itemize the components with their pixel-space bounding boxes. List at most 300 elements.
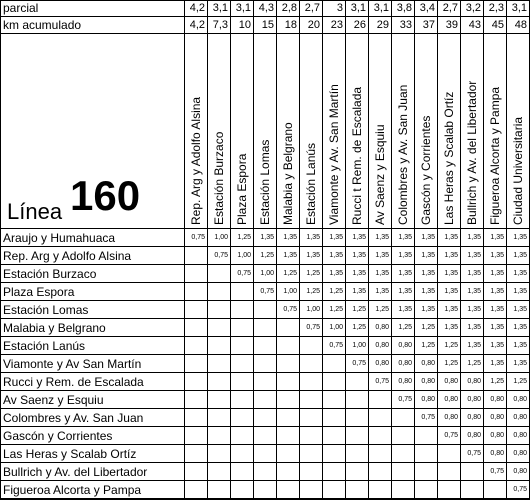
fare-cell: 0,75 [346,355,369,373]
fare-cell: 1,25 [346,319,369,337]
parcial-value: 2,3 [484,0,507,17]
fare-cell: 0,80 [438,409,461,427]
column-header [461,34,484,229]
column-header [346,34,369,229]
fare-cell: 1,35 [392,265,415,283]
parcial-value: 2,8 [277,0,300,17]
fare-cell [254,337,277,355]
fare-cell: 1,35 [392,301,415,319]
column-header [507,34,530,229]
fare-cell: 0,80 [461,427,484,445]
column-header-label: Las Heras y Scalab Ortíz [442,91,456,225]
km-value: 33 [392,17,415,34]
fare-cell: 1,25 [392,319,415,337]
km-value: 43 [461,17,484,34]
fare-cell [323,391,346,409]
fare-cell: 1,00 [300,301,323,319]
fare-cell: 0,75 [369,373,392,391]
fare-cell [346,391,369,409]
fare-cell: 1,35 [415,283,438,301]
fare-cell: 1,35 [461,229,484,247]
fare-cell: 1,25 [438,355,461,373]
fare-cell: 0,80 [484,409,507,427]
km-value: 23 [323,17,346,34]
fare-cell [277,409,300,427]
parcial-value: 2,7 [300,0,323,17]
parcial-value: 4,2 [185,0,208,17]
fare-cell [208,337,231,355]
fare-cell [346,409,369,427]
fare-cell [185,463,208,481]
fare-cell [277,373,300,391]
fare-cell: 1,00 [208,229,231,247]
fare-cell: 1,35 [461,283,484,301]
fare-cell [300,373,323,391]
column-header-label: Viamonte y Av. San Martín [327,84,341,225]
column-header-label: Rep. Arg y Adolfo Alsina [189,96,203,225]
fare-cell: 0,80 [438,391,461,409]
fare-cell: 1,35 [346,265,369,283]
fare-cell [346,445,369,463]
fare-cell [300,409,323,427]
fare-cell: 1,35 [438,247,461,265]
fare-cell: 1,25 [346,301,369,319]
fare-cell: 0,75 [415,409,438,427]
fare-cell: 1,35 [277,247,300,265]
fare-cell: 1,35 [438,229,461,247]
fare-cell [438,481,461,499]
fare-cell [231,373,254,391]
fare-cell [300,445,323,463]
fare-cell [369,481,392,499]
km-value: 15 [254,17,277,34]
row-label: Colombres y Av. San Juan [0,409,185,427]
fare-cell [300,427,323,445]
fare-cell [323,427,346,445]
km-label: km acumulado [0,17,185,34]
fare-cell [185,427,208,445]
row-label: Viamonte y Av San Martín [0,355,185,373]
fare-cell [254,319,277,337]
fare-cell [392,463,415,481]
fare-cell [323,463,346,481]
fare-cell: 1,35 [438,265,461,283]
fare-cell: 1,35 [346,283,369,301]
fare-cell: 1,35 [461,337,484,355]
fare-cell: 0,80 [507,463,530,481]
fare-cell: 1,35 [438,319,461,337]
fare-cell: 0,80 [507,391,530,409]
fare-cell: 0,80 [507,427,530,445]
column-header-label: Rucci t Rem. de Escalada [350,86,364,225]
fare-cell [208,265,231,283]
row-label: Gascón y Corrientes [0,427,185,445]
fare-cell: 1,35 [346,247,369,265]
fare-cell: 1,35 [484,337,507,355]
fare-cell: 1,35 [507,229,530,247]
fare-cell [277,391,300,409]
fare-cell [438,445,461,463]
parcial-value: 3,1 [208,0,231,17]
parcial-value: 3,1 [507,0,530,17]
fare-cell: 0,80 [415,391,438,409]
column-header-label: Figueroa Alcorta y Pampa [488,86,502,225]
fare-cell [392,409,415,427]
row-label: Rep. Arg y Adolfo Alsina [0,247,185,265]
row-label: Malabia y Belgrano [0,319,185,337]
column-header-label: Estación Lanús [304,142,318,225]
fare-cell [208,463,231,481]
fare-cell [208,481,231,499]
fare-cell [415,445,438,463]
column-header-label: Bullrich y Av. del Libertador [465,80,479,225]
column-header [415,34,438,229]
fare-cell [254,427,277,445]
column-header [323,34,346,229]
fare-cell: 0,75 [300,319,323,337]
column-header-label: Gascón y Corrientes [419,115,433,225]
fare-cell [185,373,208,391]
fare-cell: 1,25 [300,283,323,301]
fare-cell: 1,35 [369,247,392,265]
fare-cell: 0,75 [507,481,530,499]
fare-cell [300,355,323,373]
row-label: Av Saenz y Esquiu [0,391,185,409]
fare-cell [254,391,277,409]
fare-cell: 1,35 [484,229,507,247]
fare-cell [277,481,300,499]
fare-cell: 1,35 [438,283,461,301]
fare-cell: 0,80 [484,427,507,445]
fare-cell: 1,35 [369,265,392,283]
row-label: Rucci y Rem. de Escalada [0,373,185,391]
fare-cell [484,481,507,499]
fare-cell: 1,35 [507,355,530,373]
row-label: Plaza Espora [0,283,185,301]
fare-cell: 1,35 [392,247,415,265]
fare-cell [185,391,208,409]
fare-cell [415,463,438,481]
fare-cell [231,301,254,319]
title-block [0,34,185,229]
fare-cell [323,355,346,373]
fare-cell [231,463,254,481]
fare-cell [277,463,300,481]
fare-cell: 1,35 [369,229,392,247]
fare-cell: 1,25 [438,337,461,355]
fare-cell: 0,80 [507,445,530,463]
fare-cell [254,409,277,427]
fare-cell: 1,35 [507,265,530,283]
fare-cell: 0,75 [185,229,208,247]
km-value: 10 [231,17,254,34]
fare-cell [277,355,300,373]
fare-cell: 1,35 [415,229,438,247]
fare-cell [231,481,254,499]
row-label: Figueroa Alcorta y Pampa [0,481,185,499]
km-value: 29 [369,17,392,34]
parcial-value: 4,3 [254,0,277,17]
fare-cell [208,283,231,301]
fare-cell [208,391,231,409]
fare-cell: 1,25 [484,373,507,391]
fare-cell [231,337,254,355]
fare-cell [438,463,461,481]
fare-cell [300,337,323,355]
row-label: Estación Burzaco [0,265,185,283]
fare-cell: 0,75 [438,427,461,445]
fare-cell [277,337,300,355]
fare-cell: 1,25 [507,373,530,391]
fare-cell [461,463,484,481]
fare-cell: 1,00 [277,283,300,301]
fare-cell: 0,80 [392,337,415,355]
column-header [231,34,254,229]
fare-cell: 1,35 [507,283,530,301]
fare-cell: 1,35 [461,301,484,319]
fare-cell [231,319,254,337]
fare-cell: 0,80 [369,319,392,337]
fare-cell: 1,35 [461,319,484,337]
fare-cell: 1,35 [415,265,438,283]
parcial-value: 3,1 [346,0,369,17]
fare-cell: 0,75 [484,463,507,481]
fare-cell [185,337,208,355]
fare-cell [346,481,369,499]
fare-cell: 0,80 [461,391,484,409]
fare-cell: 0,75 [254,283,277,301]
fare-cell [185,247,208,265]
fare-cell: 0,75 [392,391,415,409]
parcial-value: 3 [323,0,346,17]
fare-cell [323,409,346,427]
fare-cell: 0,80 [461,373,484,391]
fare-cell [300,481,323,499]
fare-cell: 1,35 [415,247,438,265]
column-header [254,34,277,229]
fare-cell: 1,35 [484,301,507,319]
fare-cell: 1,35 [369,283,392,301]
parcial-value: 3,8 [392,0,415,17]
fare-cell: 1,35 [507,301,530,319]
fare-cell [392,445,415,463]
fare-cell: 0,80 [415,373,438,391]
fare-cell: 1,35 [484,283,507,301]
parcial-value: 2,7 [438,0,461,17]
fare-cell: 1,25 [277,265,300,283]
column-header-label: Plaza Espora [235,153,249,225]
km-value: 4,2 [185,17,208,34]
fare-cell [254,301,277,319]
fare-cell: 0,75 [461,445,484,463]
fare-cell [185,355,208,373]
row-label: Araujo y Humahuaca [0,229,185,247]
line-number: 160 [70,172,141,219]
fare-cell [208,373,231,391]
fare-cell: 1,35 [484,265,507,283]
fare-cell: 0,80 [369,355,392,373]
fare-cell [231,283,254,301]
fare-cell [346,463,369,481]
fare-cell [415,481,438,499]
km-value: 7,3 [208,17,231,34]
fare-cell [323,481,346,499]
fare-cell: 0,80 [438,373,461,391]
fare-cell [277,319,300,337]
fare-cell: 1,35 [300,229,323,247]
fare-cell: 1,35 [415,301,438,319]
fare-cell [231,427,254,445]
fare-cell: 0,80 [392,355,415,373]
fare-cell [369,427,392,445]
parcial-value: 3,1 [231,0,254,17]
fare-cell [415,427,438,445]
column-header [208,34,231,229]
fare-cell [323,373,346,391]
km-value: 26 [346,17,369,34]
km-value: 20 [300,17,323,34]
fare-cell: 1,35 [392,229,415,247]
fare-cell [185,301,208,319]
fare-cell [208,301,231,319]
fare-cell [369,409,392,427]
parcial-label: parcial [0,0,185,17]
fare-cell: 0,75 [208,247,231,265]
fare-cell: 1,35 [484,319,507,337]
fare-cell: 0,80 [369,337,392,355]
fare-cell [369,391,392,409]
column-header [369,34,392,229]
fare-cell: 1,35 [484,247,507,265]
fare-cell [254,445,277,463]
fare-cell: 1,35 [277,229,300,247]
column-header-label: Estación Lomas [258,139,272,225]
fare-cell [323,445,346,463]
fare-cell: 0,75 [231,265,254,283]
fare-cell: 0,80 [461,409,484,427]
row-label: Estación Lanús [0,337,185,355]
fare-cell [300,463,323,481]
km-value: 48 [507,17,530,34]
fare-cell: 1,35 [323,265,346,283]
fare-cell [277,445,300,463]
column-header [392,34,415,229]
fare-cell: 0,80 [507,409,530,427]
fare-cell: 1,35 [507,247,530,265]
column-header [438,34,461,229]
row-label: Bullrich y Av. del Libertador [0,463,185,481]
fare-cell [346,427,369,445]
column-header-label: Estación Burzaco [212,131,226,225]
km-value: 45 [484,17,507,34]
fare-cell [185,445,208,463]
fare-cell [254,481,277,499]
fare-cell: 1,35 [346,229,369,247]
fare-cell [185,481,208,499]
km-value: 39 [438,17,461,34]
fare-cell [300,391,323,409]
fare-cell [185,409,208,427]
column-header [185,34,208,229]
fare-cell: 1,00 [231,247,254,265]
title-word: Línea [7,199,63,224]
column-header [277,34,300,229]
fare-cell [231,409,254,427]
column-header-label: Malabia y Belgrano [281,122,295,225]
fare-cell [231,391,254,409]
fare-cell: 1,25 [323,301,346,319]
fare-cell: 1,35 [323,247,346,265]
fare-cell: 1,35 [507,319,530,337]
row-label: Las Heras y Scalab Ortíz [0,445,185,463]
fare-cell [208,427,231,445]
fare-cell: 1,35 [461,247,484,265]
fare-cell: 0,75 [323,337,346,355]
fare-cell: 1,25 [369,301,392,319]
fare-cell: 0,80 [415,355,438,373]
fare-cell: 0,80 [484,445,507,463]
fare-cell: 1,25 [323,283,346,301]
fare-cell [254,373,277,391]
fare-cell [392,427,415,445]
fare-cell [254,355,277,373]
column-header [300,34,323,229]
column-header-label: Colombres y Av. San Juan [396,84,410,225]
fare-cell: 1,25 [300,265,323,283]
fare-cell: 1,25 [231,229,254,247]
fare-cell: 1,25 [254,247,277,265]
km-value: 18 [277,17,300,34]
fare-cell [346,373,369,391]
fare-cell: 0,75 [277,301,300,319]
parcial-value: 3,2 [461,0,484,17]
fare-cell: 1,35 [323,229,346,247]
fare-cell: 1,35 [392,283,415,301]
parcial-value: 3,4 [415,0,438,17]
fare-cell [231,445,254,463]
fare-cell [185,319,208,337]
fare-cell: 1,00 [254,265,277,283]
fare-cell [369,463,392,481]
fare-cell [392,481,415,499]
parcial-value: 3,1 [369,0,392,17]
fare-cell: 1,25 [461,355,484,373]
km-value: 37 [415,17,438,34]
column-header-label: Ciudad Universitaria [511,116,525,225]
fare-cell: 1,35 [254,229,277,247]
fare-cell [208,319,231,337]
fare-cell [369,445,392,463]
fare-cell: 1,25 [415,337,438,355]
fare-cell [208,445,231,463]
fare-cell [254,463,277,481]
fare-cell: 1,35 [300,247,323,265]
fare-cell [208,355,231,373]
fare-cell [277,427,300,445]
fare-cell: 0,80 [484,391,507,409]
fare-cell: 1,35 [438,301,461,319]
fare-cell: 1,35 [507,337,530,355]
fare-cell: 1,35 [461,265,484,283]
column-header-label: Av Saenz y Esquiu [373,124,387,225]
fare-cell [208,409,231,427]
fare-cell [185,265,208,283]
fare-cell [231,355,254,373]
column-header [484,34,507,229]
fare-cell [461,481,484,499]
fare-cell: 1,25 [415,319,438,337]
row-label: Estación Lomas [0,301,185,319]
